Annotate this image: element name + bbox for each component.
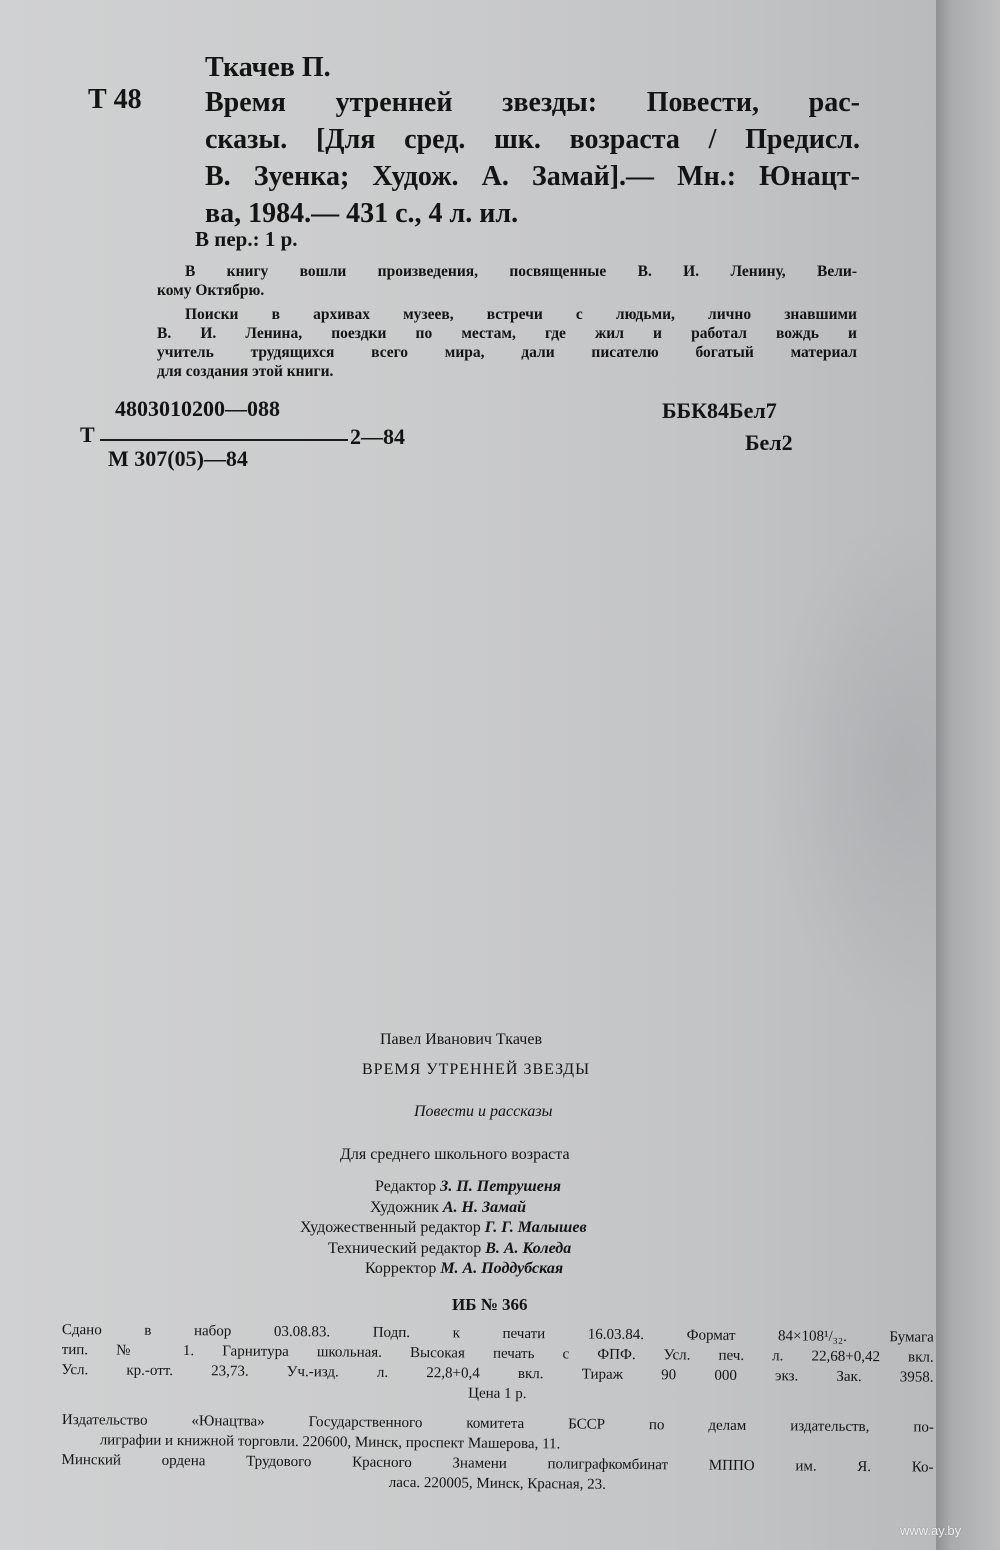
staff-name: А. Н. Замай	[442, 1198, 526, 1216]
annotation-line: кому Октябрю.	[157, 282, 265, 299]
publisher-line: ласа. 220005, Минск, Красная, 23.	[388, 1474, 607, 1493]
card-price: В пер.: 1 р.	[195, 227, 298, 251]
site-watermark: www.ay.by	[900, 1523, 962, 1538]
colophon-title: ВРЕМЯ УТРЕННЕЙ ЗВЕЗДЫ	[362, 1061, 591, 1078]
staff-row	[300, 1259, 780, 1280]
staff-name: З. П. Петрушеня	[440, 1178, 561, 1195]
catalog-number-bottom: М 307(05)—84	[108, 446, 248, 471]
page-edge	[936, 0, 1000, 1550]
colophon-age: Для среднего школьного возраста	[340, 1146, 570, 1163]
annotation-line: В. И. Ленина, поездки по местам, где жил и работал вождь и	[157, 325, 857, 342]
annotation-line: Поиски в архивах музеев, встречи с людьми, лично знавшими	[185, 306, 857, 323]
staff-role: Редактор	[375, 1178, 437, 1195]
print-details-line: Усл. кр.-отт. 23,73. Уч.-изд. л. 22,8+0,4 вкл. Тираж 90 000 экз. Зак. 3958.	[61, 1361, 934, 1386]
catalog-number-divider	[100, 439, 348, 441]
bbk-code: ББК84Бел7	[662, 398, 777, 423]
staff-row	[300, 1239, 780, 1260]
annotation-line: В книгу вошли произведения, посвященные В. И. Ленину, Вели-	[185, 263, 857, 280]
publisher-line: Издательство «Юнацтва» Государственного комитета БССР по делам издательств, по-	[61, 1411, 934, 1436]
catalog-number-suffix: 2—84	[350, 424, 405, 449]
colophon-genre: Повести и рассказы	[414, 1103, 553, 1120]
staff-row	[300, 1198, 780, 1219]
staff-role: Корректор	[365, 1260, 437, 1277]
staff-role: Художественный редактор	[300, 1219, 481, 1236]
card-entry-line: В. Зуенка; Худож. А. Замай].— Мн.: Юнацт-	[205, 161, 860, 192]
publisher-line: лиграфии и книжной торговли. 220600, Минск, проспект Машерова, 11.	[99, 1432, 561, 1453]
colophon-author: Павел Иванович Ткачев	[380, 1031, 542, 1048]
card-entry	[205, 84, 860, 232]
card-entry-line: сказы. [Для сред. шк. возраста / Предисл.	[205, 124, 860, 155]
colophon-staff	[300, 1177, 780, 1280]
publisher-info	[61, 1410, 934, 1498]
staff-role: Художник	[370, 1198, 439, 1216]
card-code: Т 48	[88, 84, 142, 115]
ib-number: ИБ № 366	[452, 1295, 528, 1314]
staff-name: Г. Г. Малышев	[484, 1219, 587, 1236]
page-fold-shadow	[760, 520, 960, 1020]
bbk-code-secondary: Бел2	[745, 430, 793, 455]
print-details	[61, 1320, 934, 1408]
card-author: Ткачев П.	[205, 52, 331, 83]
staff-row	[300, 1177, 780, 1198]
card-entry-line: Время утренней звезды: Повести, рас-	[205, 87, 860, 118]
staff-row	[300, 1218, 780, 1239]
catalog-number-top: 4803010200—088	[115, 396, 280, 421]
staff-name: М. А. Поддубская	[440, 1260, 564, 1277]
annotation-paragraph	[157, 262, 857, 300]
publisher-line: Минский ордена Трудового Красного Знамени полиграфкомбинат МППО им. Я. Ко-	[61, 1451, 934, 1476]
colophon-price: Цена 1 р.	[468, 1385, 527, 1403]
print-details-line: Сдано в набор 03.08.83. Подп. к печати 16.03.84. Формат 84×108¹/₃₂. Бумага	[61, 1321, 934, 1346]
annotation-paragraph	[157, 305, 857, 381]
annotation-line: учитель трудящихся всего мира, дали писателю богатый материал	[157, 344, 857, 361]
card-entry-line: ва, 1984.— 431 с., 4 л. ил.	[205, 198, 519, 229]
staff-role: Технический редактор	[328, 1239, 482, 1257]
annotation-line: для создания этой книги.	[157, 363, 334, 380]
catalog-number-prefix: Т	[80, 422, 95, 447]
print-details-line: тип. № 1. Гарнитура школьная. Высокая печать с ФПФ. Усл. печ. л. 22,68+0,42 вкл.	[61, 1341, 934, 1366]
staff-name: В. А. Коледа	[485, 1239, 572, 1257]
